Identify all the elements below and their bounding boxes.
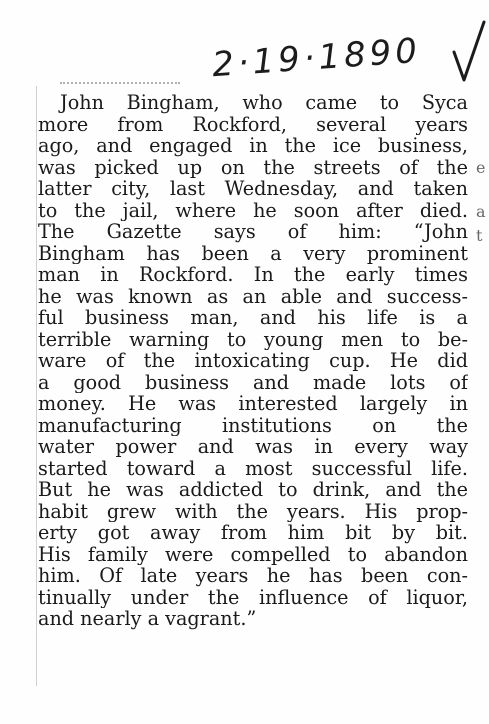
article-line: ware of the intoxicating cup. He did	[38, 350, 468, 372]
article-line: erty got away from him bit by bit.	[38, 522, 468, 544]
article-line: tinually under the influence of liquor,	[38, 586, 468, 608]
article-line: him. Of late years he has been con-	[38, 565, 468, 587]
checkmark-icon	[448, 18, 488, 88]
article-line: The Gazette says of him: “John	[38, 221, 468, 243]
article-line: to the jail, where he soon after died.	[38, 199, 468, 221]
article-line: a good business and made lots of	[38, 371, 468, 393]
article-body	[38, 92, 468, 630]
margin-fragment: e	[476, 158, 486, 177]
left-column-rule	[36, 86, 37, 686]
article-line: latter city, last Wednesday, and taken	[38, 178, 468, 200]
article-line: more from Rockford, several years	[38, 113, 468, 135]
article-line: manufacturing institutions on the	[38, 414, 468, 436]
handwritten-date: 2·19·1890	[210, 30, 423, 86]
article-line: and nearly a vagrant.”	[38, 608, 257, 630]
article-line: Bingham has been a very prominent	[38, 242, 468, 264]
article-line: But he was addicted to drink, and the	[38, 479, 468, 501]
article-line: John Bingham, who came to Syca	[60, 92, 468, 114]
article-line: he was known as an able and success-	[38, 285, 468, 307]
top-smudge-decoration	[60, 74, 180, 84]
article-line: ful business man, and his life is a	[38, 307, 468, 329]
article-line: terrible warning to young men to be-	[38, 328, 468, 350]
article-line: was picked up on the streets of the	[38, 156, 468, 178]
article-line: ago, and engaged in the ice business,	[38, 135, 468, 157]
article-line: money. He was interested largely in	[38, 393, 468, 415]
article-line: started toward a most successful life.	[38, 457, 468, 479]
margin-fragment: a	[476, 202, 486, 221]
article-line: habit grew with the years. His prop-	[38, 500, 468, 522]
margin-fragment: t	[476, 226, 483, 245]
article-line: man in Rockford. In the early times	[38, 264, 468, 286]
article-line: water power and was in every way	[38, 436, 468, 458]
article-line: His family were compelled to abandon	[38, 543, 468, 565]
